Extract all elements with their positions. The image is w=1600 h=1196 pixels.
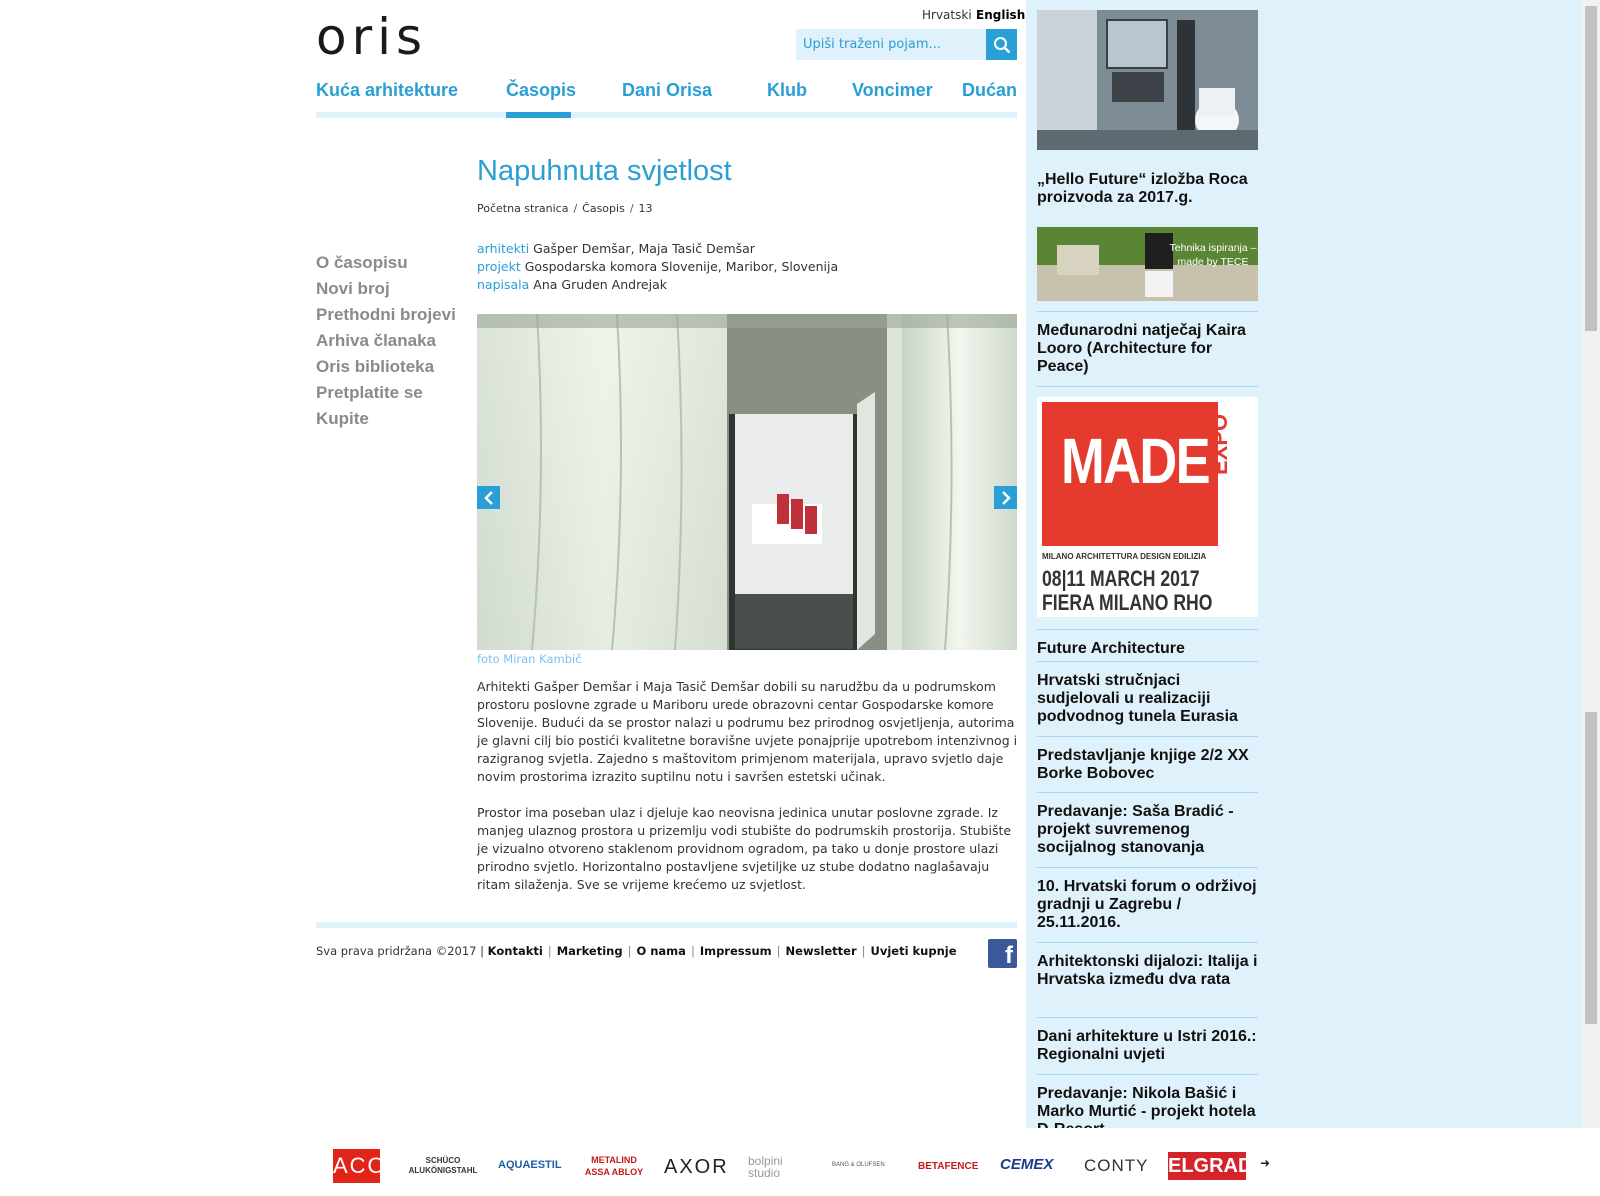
sidebar-divider: [1037, 792, 1258, 793]
leftnav-prethodni-brojevi[interactable]: Prethodni brojevi: [316, 305, 456, 324]
credit-row: [477, 258, 838, 276]
news-item-8[interactable]: Dani arhitekture u Istri 2016.: Regionalni uvjeti: [1037, 1028, 1257, 1063]
credit-key[interactable]: arhitekti: [477, 241, 530, 256]
search-button[interactable]: [986, 29, 1017, 60]
leftnav-o-casopisu[interactable]: O časopisu: [316, 253, 408, 272]
sidebar-divider: [1037, 386, 1258, 387]
carousel-next-icon[interactable]: ➜: [1260, 1156, 1271, 1170]
leftnav-novi-broj[interactable]: Novi broj: [316, 279, 390, 298]
nav-voncimer[interactable]: Voncimer: [852, 80, 933, 100]
news-item-6[interactable]: 10. Hrvatski forum o održivoj gradnji u Zagrebu / 25.11.2016.: [1037, 878, 1257, 931]
gallery-next-button[interactable]: [994, 486, 1017, 509]
credit-key[interactable]: projekt: [477, 259, 521, 274]
partner-logo-conty[interactable]: CONTY: [1084, 1156, 1149, 1175]
nav-ducan[interactable]: Dućan: [962, 80, 1018, 100]
chevron-left-icon: [483, 491, 495, 505]
article-title: Napuhnuta svjetlost: [477, 155, 732, 187]
footer: [316, 944, 957, 958]
made-expo-dates: 08|11 MARCH 2017: [1042, 566, 1200, 591]
footer-link-kontakti[interactable]: Kontakti: [487, 944, 543, 958]
sidebar-ad-image-bathroom[interactable]: [1037, 10, 1258, 150]
language-english[interactable]: English: [976, 8, 1026, 22]
gallery-prev-button[interactable]: [477, 486, 500, 509]
breadcrumb-casopis[interactable]: Časopis: [582, 202, 625, 215]
breadcrumb: [477, 202, 653, 215]
nav-active-indicator: [506, 112, 571, 118]
leftnav-pretplatite-se[interactable]: Pretplatite se: [316, 383, 423, 402]
credit-value: Gašper Demšar, Maja Tasič Demšar: [533, 241, 755, 256]
photo-caption: foto Miran Kambič: [477, 652, 582, 666]
footer-link-marketing[interactable]: Marketing: [556, 944, 623, 958]
nav-kuca-arhitekture[interactable]: Kuća arhitekture: [316, 80, 459, 100]
footer-separator: |: [547, 944, 552, 958]
search-icon: [993, 36, 1011, 54]
article-paragraph: Arhitekti Gašper Demšar i Maja Tasič Demšar dobili su narudžbu da u podrumskom prostoru poslovne zgrade u Mariboru urede obrazovni centar Gospodarske komore Slovenije. Budući da se prostor nalazi u podrumu bez prirodnog osvjetljenja, autorima je glavni cilj bio postići kvalitetne boravišne uvjete ponajprije upotrebom intenzivnog i razigranog svjetla. Zajedno s maštovitom primjenom materijala, upravo svjetlo daje novim prostorima izrazito suptilnu notu i savršen estetski učinak.: [477, 679, 1018, 784]
partner-logo-aco[interactable]: ACO: [333, 1149, 380, 1183]
footer-divider: [316, 922, 1017, 928]
news-item-3[interactable]: Hrvatski stručnjaci sudjelovali u realizaciji podvodnog tunela Eurasia: [1037, 672, 1238, 725]
partner-logo-metalind[interactable]: METALIND ASSA ABLOY: [584, 1155, 644, 1177]
footer-link-uvjeti-kupnje[interactable]: Uvjeti kupnje: [870, 944, 957, 958]
article-photo-gallery[interactable]: [477, 314, 1017, 650]
partner-logo-axor[interactable]: AXOR: [664, 1156, 729, 1178]
news-item-9[interactable]: Predavanje: Nikola Bašić i Marko Murtić - projekt hotela: [1037, 1085, 1256, 1120]
breadcrumb-home[interactable]: Početna stranica: [477, 202, 569, 215]
chevron-right-icon: [1000, 491, 1012, 505]
news-item-5[interactable]: Predavanje: Saša Bradić - projekt suvremenog socijalnog stanovanja: [1037, 803, 1234, 856]
partner-logo-cemex[interactable]: CEMEX: [1000, 1156, 1054, 1173]
news-item-2[interactable]: Future Architecture: [1037, 640, 1185, 657]
credit-value: Ana Gruden Andrejak: [533, 277, 667, 292]
sidebar-divider: [1037, 661, 1258, 662]
nav-dani-orisa[interactable]: Dani Orisa: [622, 80, 713, 100]
sidebar-divider: [1037, 736, 1258, 737]
sidebar-divider: [1037, 867, 1258, 868]
sidebar-ad-made-expo[interactable]: [1037, 397, 1258, 617]
site-logo[interactable]: oris: [316, 8, 428, 66]
news-item-7[interactable]: Arhitektonski dijalozi: Italija i Hrvatska između dva rata: [1037, 953, 1258, 988]
footer-separator: |: [776, 944, 781, 958]
language-croatian[interactable]: Hrvatski: [922, 8, 972, 22]
made-expo-venue: FIERA MILANO RHO: [1042, 590, 1213, 615]
scrollbar-thumb[interactable]: [1585, 6, 1597, 331]
sidebar-divider: [1037, 942, 1258, 943]
copyright: Sva prava pridržana ©2017 |: [316, 944, 485, 958]
nav-casopis[interactable]: Časopis: [506, 80, 577, 100]
footer-link-impressum[interactable]: Impressum: [699, 944, 772, 958]
leftnav-kupite[interactable]: Kupite: [316, 409, 369, 428]
news-item-4[interactable]: Predstavljanje knjige 2/2 XX Borke Bobovec: [1037, 747, 1249, 782]
sidebar-divider: [1037, 629, 1258, 630]
footer-separator: |: [627, 944, 632, 958]
made-expo-tagline: MILANO ARCHITETTURA DESIGN EDILIZIA: [1042, 552, 1207, 561]
credit-row: [477, 240, 838, 258]
breadcrumb-separator: /: [629, 202, 634, 215]
article-paragraph: Prostor ima poseban ulaz i djeluje kao neovisna jedinica unutar poslovne zgrade. Iz manjeg ulaznog prostora u prizemlju vodi stubište do podrumskih prostorija. Stubište je vizualno otvoreno staklenom providnom ogradom, pa tako u donje prostore ulazi prirodno svjetlo. Horizontalno postavljene svjetiljke uz stube dodatno naglašavaju ritam silaženja. Sve se vrijeme krećemo uz svjetlost.: [477, 805, 1012, 892]
news-item-1[interactable]: Međunarodni natječaj Kaira Looro (Architecture for Peace): [1037, 322, 1246, 375]
leftnav-arhiva-clanaka[interactable]: Arhiva članaka: [316, 331, 437, 350]
partner-logo-schuco[interactable]: SCHÜCO ALUKÖNIGSTAHL: [408, 1156, 478, 1175]
partner-logo-bang-olufsen[interactable]: BANG & OLUFSEN: [832, 1162, 885, 1168]
search-input[interactable]: [796, 29, 986, 60]
sidebar-divider: [1037, 1074, 1258, 1075]
made-expo-brand: MADE: [1061, 425, 1209, 497]
scrollbar-thumb-secondary[interactable]: [1585, 712, 1597, 1024]
article-body: [477, 678, 1022, 912]
tece-ad-text: Tehnika ispiranja – made by TECE: [1169, 242, 1257, 268]
section-nav: [316, 250, 456, 432]
nav-klub[interactable]: Klub: [767, 80, 807, 100]
news-item-0[interactable]: „Hello Future“ izložba Roca proizvoda za 2017.g.: [1037, 171, 1248, 206]
main-nav: [316, 80, 1017, 118]
leftnav-oris-biblioteka[interactable]: Oris biblioteka: [316, 357, 435, 376]
article-photo: [477, 314, 1017, 650]
footer-link-o-nama[interactable]: O nama: [636, 944, 686, 958]
footer-link-newsletter[interactable]: Newsletter: [785, 944, 857, 958]
footer-separator: |: [861, 944, 866, 958]
partner-logo-bolpini[interactable]: bolpini studio: [748, 1154, 783, 1180]
facebook-icon[interactable]: f: [988, 939, 1017, 968]
credit-value: Gospodarska komora Slovenije, Maribor, Slovenija: [524, 259, 839, 274]
partner-logo-aquaestil[interactable]: AQUAESTIL: [498, 1159, 562, 1171]
footer-separator: |: [690, 944, 695, 958]
article-credits: [477, 240, 838, 294]
sidebar-divider: [1037, 1017, 1258, 1018]
bathroom-image: [1037, 10, 1258, 150]
credit-key[interactable]: napisala: [477, 277, 530, 292]
partner-logo-elgrad[interactable]: ELGRAD: [1168, 1152, 1246, 1180]
partner-logo-betafence[interactable]: BETAFENCE: [918, 1161, 979, 1172]
breadcrumb-issue[interactable]: 13: [638, 202, 653, 215]
sidebar-divider: [1037, 311, 1258, 312]
made-expo-expo: EXPO: [1207, 413, 1232, 475]
search-box: [796, 29, 1017, 60]
partner-logos: [0, 1128, 1600, 1196]
breadcrumb-separator: /: [573, 202, 578, 215]
credit-row: [477, 276, 838, 294]
sidebar-ad-tece[interactable]: [1037, 227, 1258, 301]
